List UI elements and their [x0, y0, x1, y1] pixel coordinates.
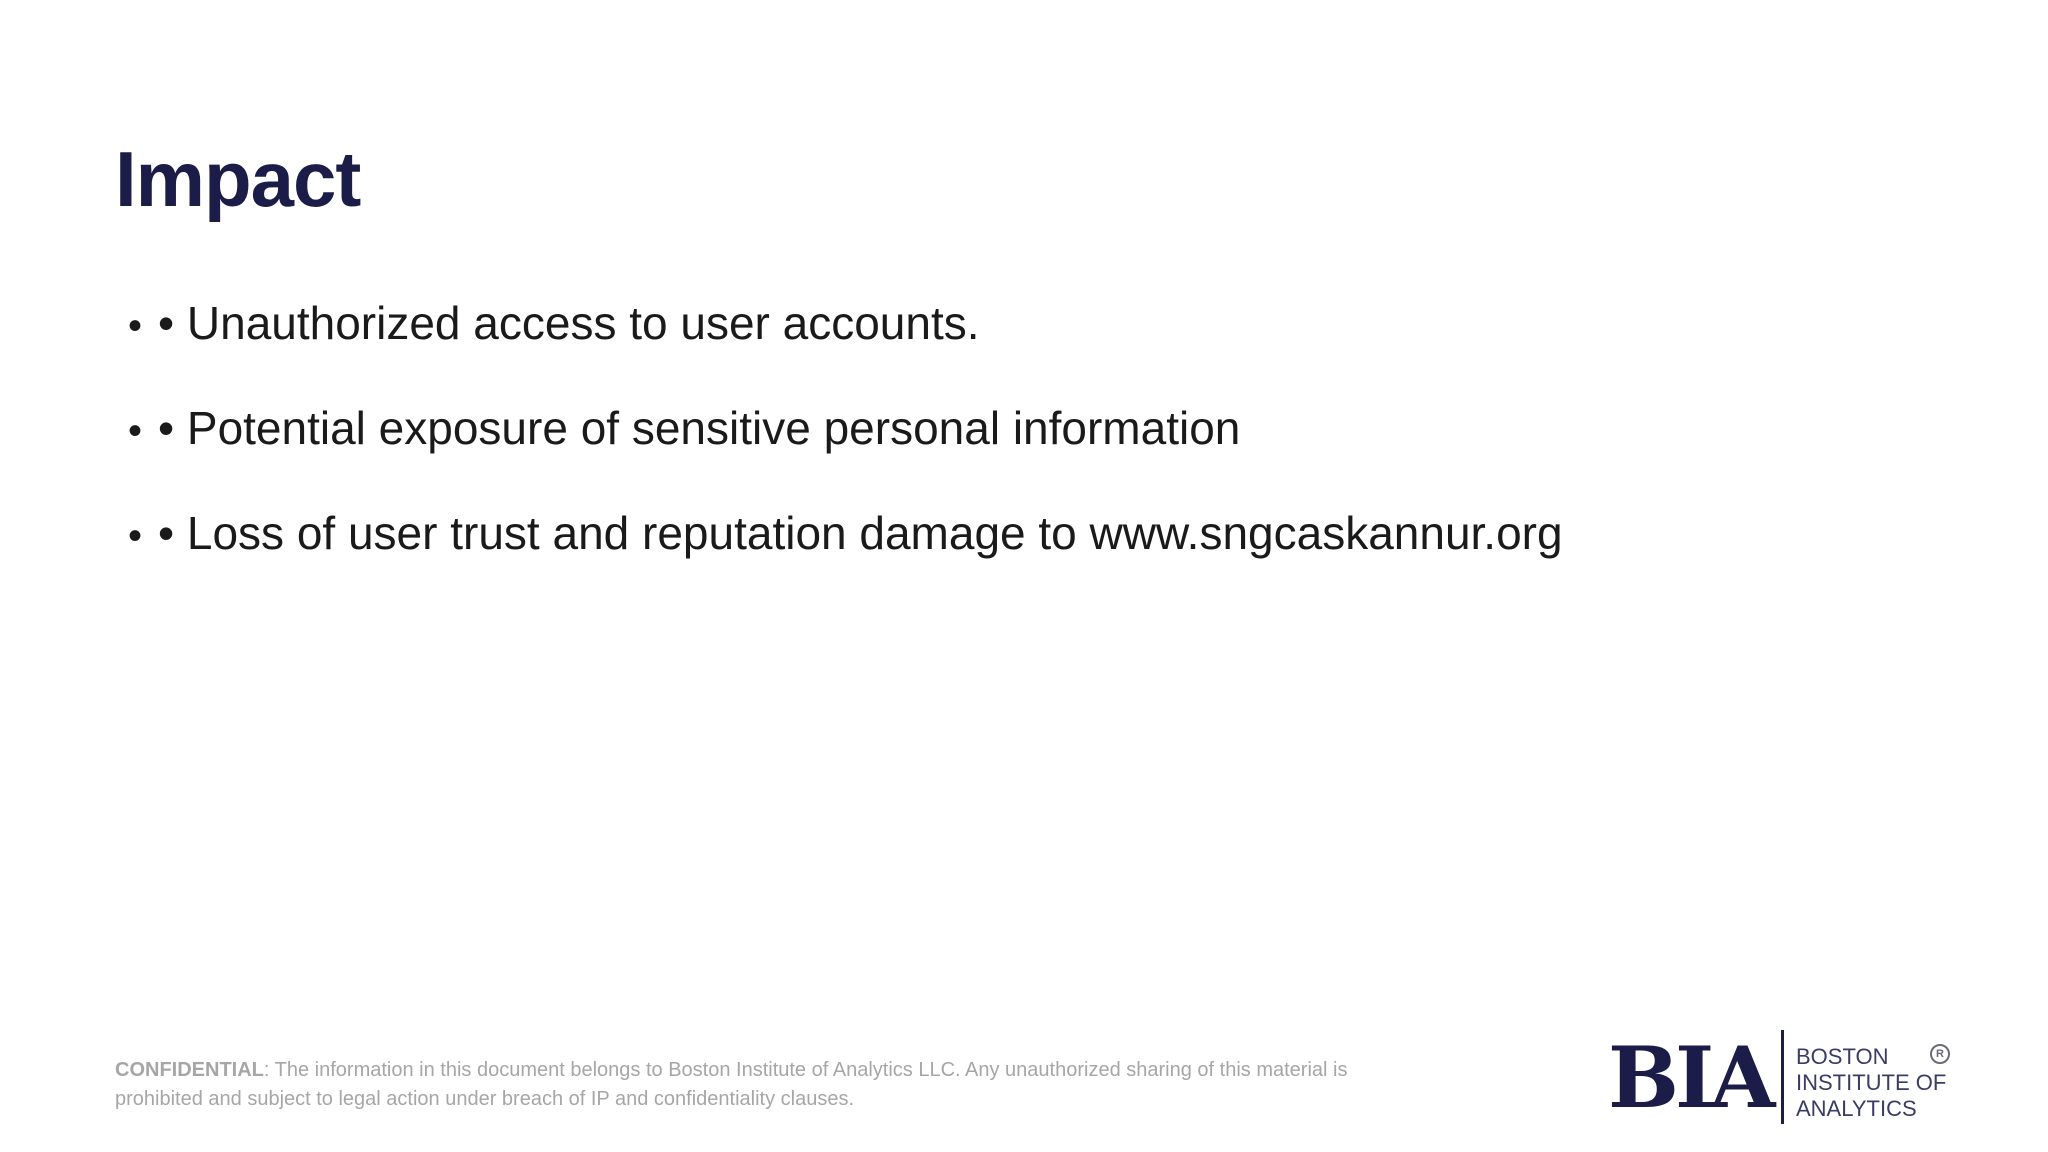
bullet-marker: • [128, 304, 143, 348]
bullet-text: • Potential exposure of sensitive personal information [158, 402, 1241, 454]
bia-logo [1608, 1030, 1968, 1126]
logo-mark: BIA [1608, 1028, 1772, 1127]
bullet-item [128, 296, 1563, 401]
bullet-marker: • [128, 514, 143, 558]
bullet-marker: • [128, 409, 143, 453]
bullet-item [128, 401, 1563, 506]
confidential-label: CONFIDENTIAL [115, 1059, 264, 1081]
bullet-text: • Loss of user trust and reputation damage to www.sngcaskannur.org [158, 507, 1563, 559]
logo-wordmark [1796, 1044, 1946, 1122]
logo-line-1: BOSTON [1796, 1044, 1889, 1069]
confidentiality-notice [115, 1056, 1375, 1114]
bullet-list [128, 296, 1563, 611]
confidential-text: : The information in this document belongs to Boston Institute of Analytics LLC. Any unauthorized sharing of this material is prohibited and subject to legal action under breach of IP and confidentiality clauses. [115, 1059, 1348, 1110]
bullet-item [128, 506, 1563, 611]
logo-line-3: ANALYTICS [1796, 1096, 1917, 1121]
bullet-text: • Unauthorized access to user accounts. [158, 297, 980, 349]
registered-mark-icon: R [1930, 1044, 1950, 1064]
slide-title: Impact [115, 135, 361, 223]
logo-divider [1781, 1030, 1784, 1124]
logo-line-2: INSTITUTE OF [1796, 1070, 1947, 1095]
